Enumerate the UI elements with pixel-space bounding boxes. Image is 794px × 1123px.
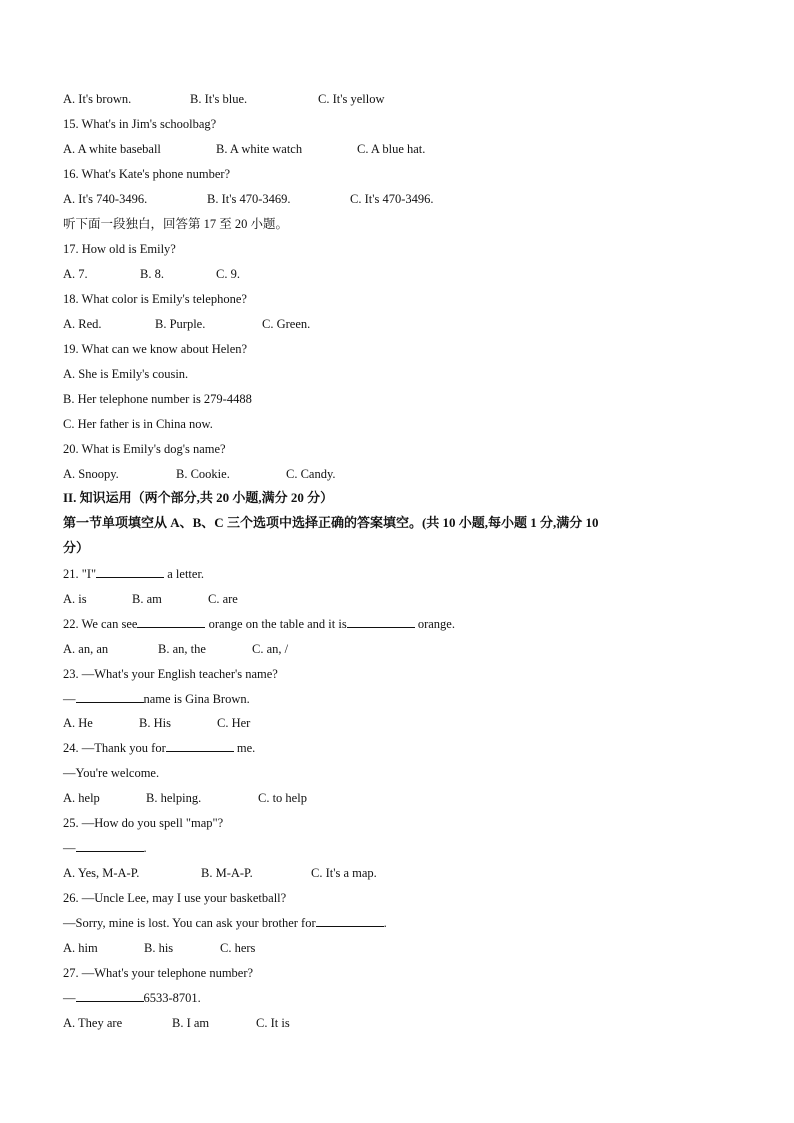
answer-blank [76,990,144,1002]
question-text: . [383,916,387,930]
question-text: —Sorry, mine is lost. You can ask your brother for [63,916,316,930]
answer-option: B. M-A-P. [201,866,253,880]
answer-option: A. him [63,941,98,955]
answer-blank [347,616,415,628]
answer-option: A. 7. [63,267,88,281]
answer-option: A. He [63,716,93,730]
question-text: — [63,692,76,706]
answer-option: A. It's brown. [63,92,132,106]
answer-option: C. are [208,592,238,606]
answer-option: B. 8. [140,267,164,281]
question-line [63,740,255,756]
answer-option: B. I am [172,1016,210,1030]
question-line [63,990,201,1006]
question-text: 20. What is Emily's dog's name? [63,442,226,456]
answer-blank [96,566,164,578]
question-text: C. Her father is in China now. [63,417,213,431]
answer-option: B. It's 470-3469. [207,192,291,206]
answer-option: A. It's 740-3496. [63,192,148,206]
answer-option: B. an, the [158,642,206,656]
question-text: 17. How old is Emily? [63,242,176,256]
answer-option: A. They are [63,1016,123,1030]
question-text: 21. "I" [63,567,97,581]
answer-option: C. It's a map. [311,866,377,880]
section-heading: 第一节单项填空从 A、B、C 三个选项中选择正确的答案填空。(共 10 小题,每小题 1 分,满分 10 [63,515,599,530]
answer-option: C. to help [258,791,307,805]
question-text: 26. —Uncle Lee, may I use your basketball? [63,891,287,905]
question-text: —You're welcome. [63,766,160,780]
answer-option: A. is [63,592,87,606]
section-heading: 分） [63,540,90,555]
answer-option: C. Green. [262,317,311,331]
question-line [63,616,455,632]
question-text: — [63,841,76,855]
section-heading: II. 知识运用（两个部分,共 20 小题,满分 20 分） [63,490,334,505]
answer-blank [137,616,205,628]
question-text: — [63,991,76,1005]
question-text: name is Gina Brown. [143,692,250,706]
answer-blank [76,691,144,703]
answer-option: A. Yes, M-A-P. [63,866,140,880]
question-text: A. She is Emily's cousin. [63,367,189,381]
question-text: 听下面一段独白，回答第 17 至 20 小题。 [63,217,289,231]
answer-option: A. Red. [63,317,102,331]
question-line [63,566,204,582]
question-line [63,691,250,707]
answer-option: B. A white watch [216,142,303,156]
question-text: 18. What color is Emily's telephone? [63,292,247,306]
question-text: 27. —What's your telephone number? [63,966,254,980]
question-text: 16. What's Kate's phone number? [63,167,231,181]
answer-option: C. It's yellow [318,92,385,106]
answer-option: B. his [144,941,174,955]
question-text: orange on the table and it is [205,617,347,631]
answer-option: C. an, / [252,642,289,656]
question-text: 19. What can we know about Helen? [63,342,248,356]
question-text: orange. [414,617,455,631]
question-text: . [143,841,147,855]
answer-blank [166,740,234,752]
question-line [63,840,147,856]
question-text: 25. —How do you spell "map"? [63,816,224,830]
answer-option: A. Snoopy. [63,467,119,481]
answer-option: B. helping. [146,791,202,805]
answer-option: A. an, an [63,642,109,656]
question-text: 6533-8701. [143,991,201,1005]
answer-option: B. am [132,592,162,606]
question-text: 24. —Thank you for [63,741,166,755]
question-text: me. [233,741,256,755]
answer-option: B. It's blue. [190,92,248,106]
answer-option: C. A blue hat. [357,142,426,156]
question-text: a letter. [164,567,205,581]
question-text: 15. What's in Jim's schoolbag? [63,117,217,131]
answer-blank [316,915,384,927]
answer-option: A. A white baseball [63,142,161,156]
answer-option: C. hers [220,941,256,955]
answer-option: C. It's 470-3496. [350,192,434,206]
answer-option: C. Candy. [286,467,336,481]
answer-option: B. His [139,716,171,730]
answer-option: B. Purple. [155,317,206,331]
question-text: B. Her telephone number is 279-4488 [63,392,252,406]
answer-option: C. It is [256,1016,290,1030]
answer-option: C. 9. [216,267,240,281]
question-text: 23. —What's your English teacher's name? [63,667,278,681]
answer-option: A. help [63,791,100,805]
question-text: 22. We can see [63,617,138,631]
question-line [63,915,387,931]
answer-blank [76,840,144,852]
answer-option: C. Her [217,716,251,730]
answer-option: B. Cookie. [176,467,230,481]
